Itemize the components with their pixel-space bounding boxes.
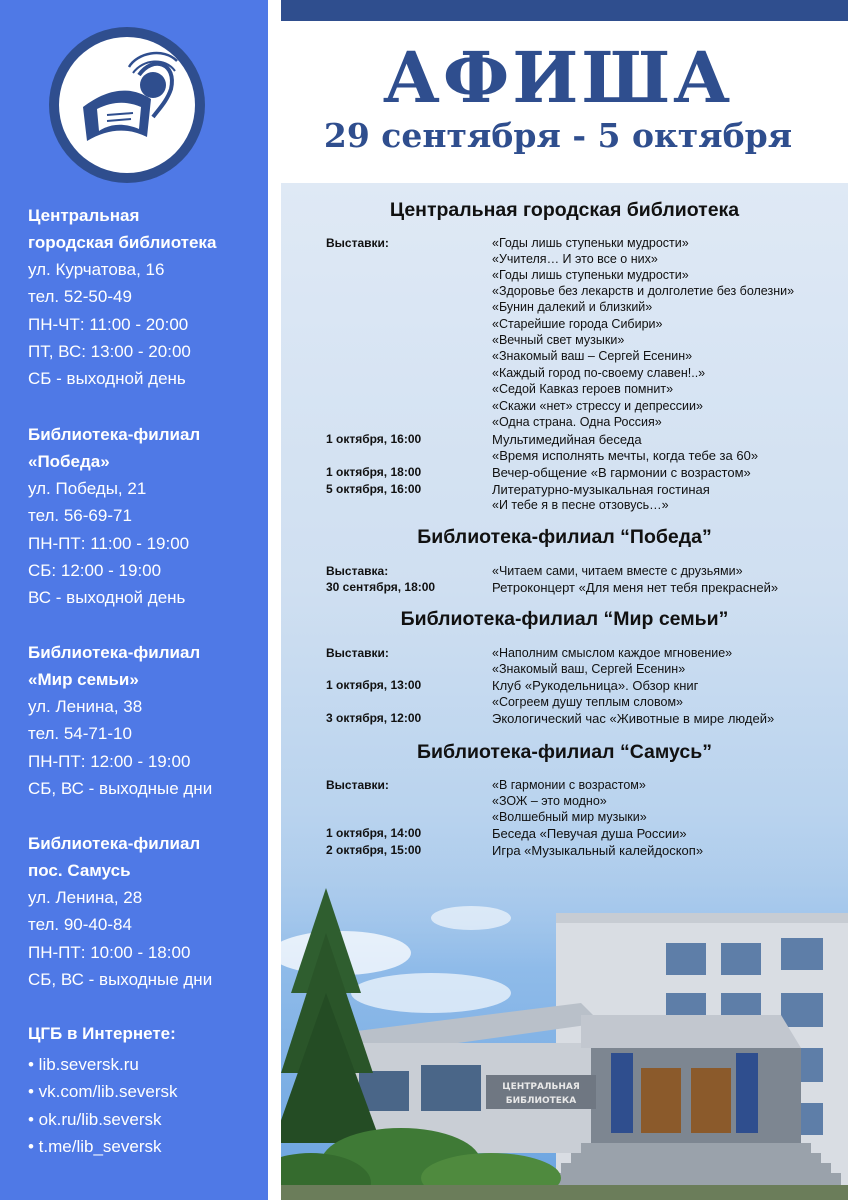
library-name: Библиотека-филиал (28, 425, 201, 444)
event-when: 1 октября, 13:00 (326, 678, 422, 692)
sidebar (0, 0, 268, 1200)
library-logo (49, 27, 205, 183)
event-what: «Одна страна. Одна Россия» (492, 415, 662, 429)
library-name: Центральная (28, 206, 140, 225)
internet-links (28, 1020, 264, 1160)
event-when: Выставки: (326, 646, 389, 660)
central-library-contacts (28, 202, 264, 392)
event-when: 3 октября, 12:00 (326, 711, 422, 725)
event-what: «Здоровье без лекарств и долголетие без болезни» (492, 284, 795, 298)
pobeda-branch-contacts (28, 421, 264, 611)
section-title-mir-semi: Библиотека-филиал “Мир семьи” (400, 608, 729, 630)
hours: ПН-ПТ: 12:00 - 19:00 (28, 751, 191, 771)
link-telegram[interactable]: • t.me/lib_seversk (28, 1136, 162, 1156)
event-when: 1 октября, 14:00 (326, 826, 422, 840)
hours: ПН-ПТ: 10:00 - 18:00 (28, 942, 191, 962)
link-vk[interactable]: • vk.com/lib.seversk (28, 1082, 178, 1102)
event-what: «Читаем сами, читаем вместе с друзьями» (492, 564, 743, 578)
event-when: 2 октября, 15:00 (326, 843, 422, 857)
event-what: Ретроконцерт «Для меня нет тебя прекрасней» (492, 580, 779, 595)
event-what: Литературно-музыкальная гостиная (492, 482, 710, 497)
hours: СБ - выходной день (28, 369, 186, 389)
library-name: Библиотека-филиал (28, 643, 201, 662)
event-what: «Учителя… И это все о них» (492, 252, 658, 266)
event-what: Клуб «Рукодельница». Обзор книг (492, 678, 699, 693)
links-title: ЦГБ в Интернете: (28, 1024, 176, 1043)
event-what: «Каждый город по-своему славен!..» (492, 366, 706, 380)
event-what: «И тебе я в песне отзовусь…» (492, 498, 669, 512)
event-when: 1 октября, 16:00 (326, 432, 422, 446)
address: ул. Победы, 21 (28, 479, 147, 498)
link-ok[interactable]: • ok.ru/lib.seversk (28, 1109, 162, 1129)
address: ул. Курчатова, 16 (28, 260, 165, 279)
event-what: «Годы лишь ступеньки мудрости» (492, 268, 689, 282)
building-sign-line: БИБЛИОТЕКА (505, 1096, 577, 1106)
samus-branch-contacts (28, 830, 264, 993)
hours: СБ: 12:00 - 19:00 (28, 560, 162, 580)
hours: СБ, ВС - выходные дни (28, 969, 213, 989)
hours: СБ, ВС - выходные дни (28, 778, 213, 798)
top-bar (281, 0, 848, 21)
event-what: «Вечный свет музыки» (492, 333, 625, 347)
phone: тел. 52-50-49 (28, 287, 132, 307)
event-when: 30 сентября, 18:00 (326, 580, 436, 594)
event-what: Игра «Музыкальный калейдоскоп» (492, 843, 704, 858)
event-what: «Скажи «нет» стрессу и депрессии» (492, 399, 703, 413)
poster-title: АФИША (382, 36, 734, 119)
link-site[interactable]: • lib.seversk.ru (28, 1055, 139, 1074)
address: ул. Ленина, 28 (28, 888, 143, 907)
event-what: Экологический час «Животные в мире людей» (492, 711, 775, 726)
event-what: «Седой Кавказ героев помнит» (492, 382, 674, 396)
section-title-pobeda: Библиотека-филиал “Победа” (417, 526, 712, 548)
book-reader-icon (67, 45, 187, 165)
library-name: пос. Самусь (28, 861, 131, 880)
phone: тел. 56-69-71 (28, 506, 132, 526)
event-what: «Годы лишь ступеньки мудрости» (492, 236, 689, 250)
address: ул. Ленина, 38 (28, 697, 143, 716)
event-what: Мультимедийная беседа (492, 432, 642, 447)
event-what: Вечер-общение «В гармонии с возрастом» (492, 465, 751, 480)
section-title-samus: Библиотека-филиал “Самусь” (417, 741, 712, 763)
event-when: Выставки: (326, 236, 389, 250)
library-name: «Победа» (28, 452, 110, 471)
building-sign-line: ЦЕНТРАЛЬНАЯ (502, 1082, 580, 1092)
library-building-photo (281, 843, 848, 1200)
hours: ВС - выходной день (28, 588, 186, 608)
event-when: Выставка: (326, 564, 389, 578)
events-panel (281, 183, 848, 1200)
event-what: «Знакомый ваш, Сергей Есенин» (492, 662, 686, 676)
phone: тел. 90-40-84 (28, 915, 132, 935)
event-what: «ЗОЖ – это модно» (492, 794, 607, 808)
library-name: «Мир семьи» (28, 670, 139, 689)
event-when: 5 октября, 16:00 (326, 482, 422, 496)
section-title-central: Центральная городская библиотека (389, 199, 740, 221)
hours: ПН-ЧТ: 11:00 - 20:00 (28, 314, 189, 334)
event-what: «Старейшие города Сибири» (492, 317, 663, 331)
event-what: «Бунин далекий и близкий» (492, 300, 653, 314)
event-when: Выставки: (326, 778, 389, 792)
hours: ПТ, ВС: 13:00 - 20:00 (28, 341, 191, 361)
event-what: «Время исполнять мечты, когда тебе за 60» (492, 448, 759, 463)
event-what: «Волшебный мир музыки» (492, 810, 647, 824)
event-what: Беседа «Певучая душа России» (492, 826, 687, 841)
event-what: «Наполним смыслом каждое мгновение» (492, 646, 733, 660)
event-what: «В гармонии с возрастом» (492, 778, 646, 792)
event-when: 1 октября, 18:00 (326, 465, 422, 479)
library-name: Библиотека-филиал (28, 834, 201, 853)
event-what: «Знакомый ваш – Сергей Есенин» (492, 349, 693, 363)
library-name: городская библиотека (28, 233, 217, 252)
date-range: 29 сентября - 5 октября (323, 116, 793, 155)
mir-semi-branch-contacts (28, 639, 264, 802)
phone: тел. 54-71-10 (28, 724, 132, 744)
event-what: «Согреем душу теплым словом» (492, 695, 683, 709)
hours: ПН-ПТ: 11:00 - 19:00 (28, 533, 190, 553)
